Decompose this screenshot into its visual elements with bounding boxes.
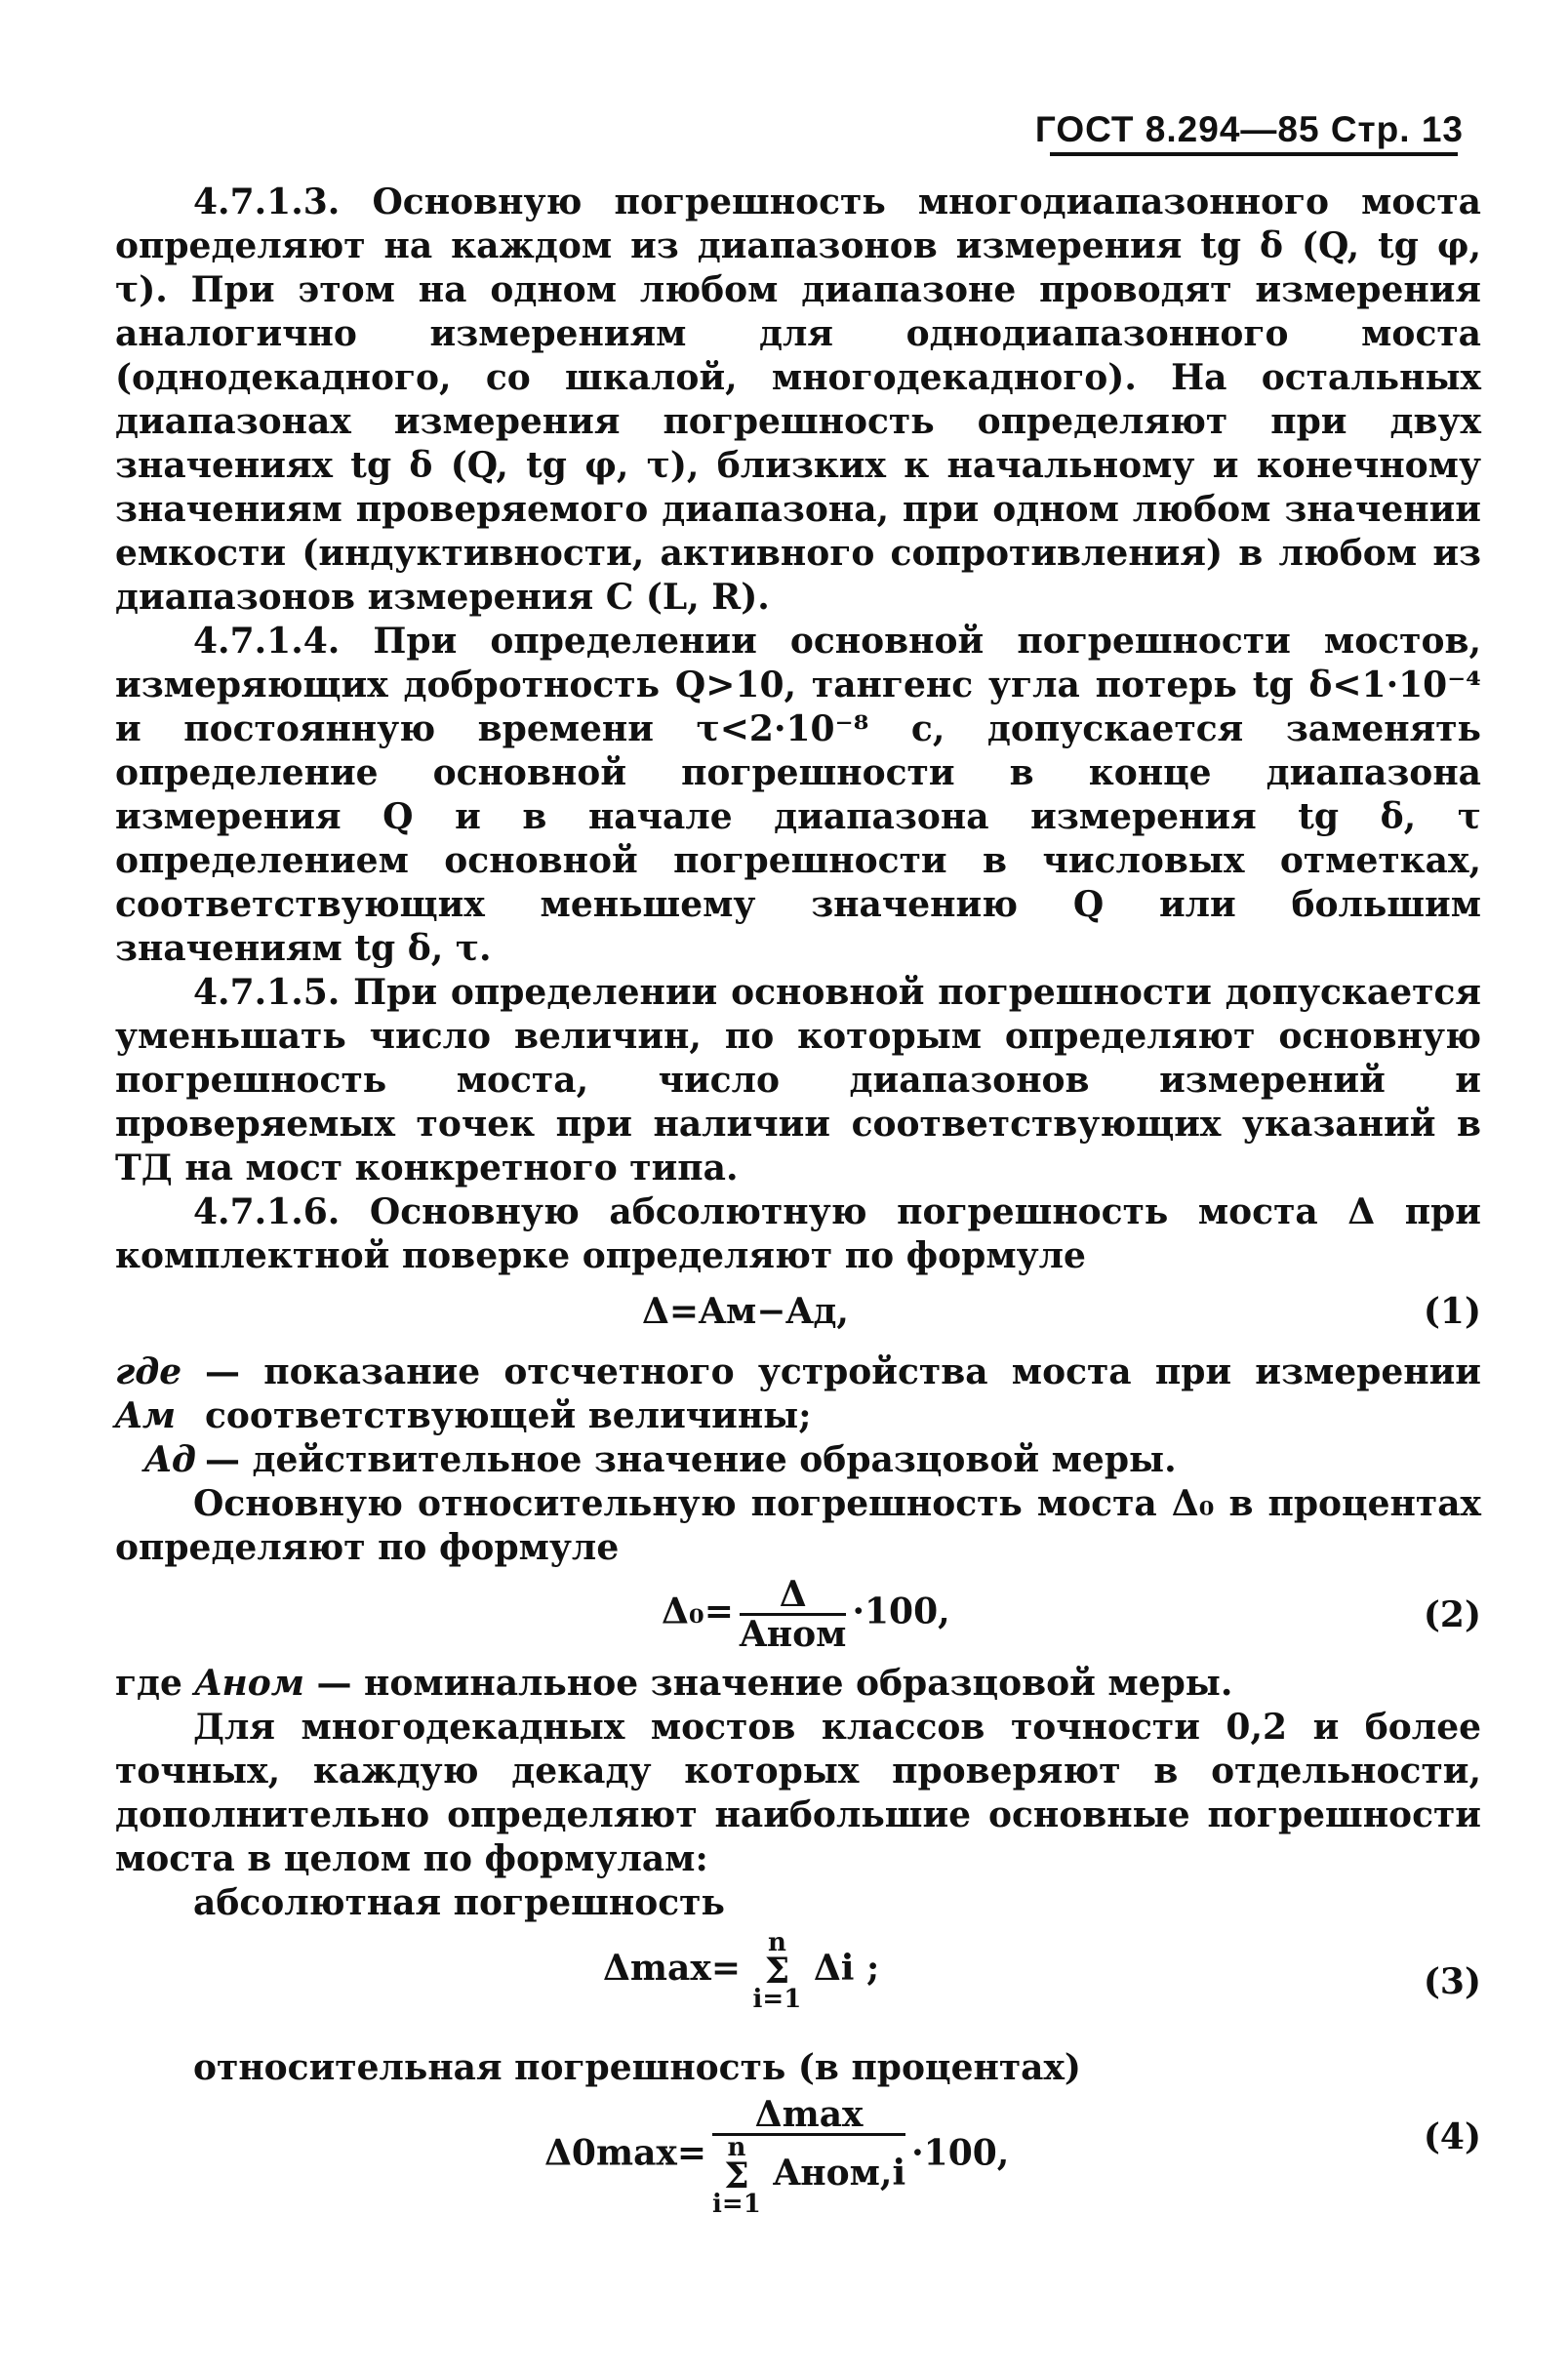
- formula-3-number: (3): [1423, 1961, 1481, 2002]
- header-rule: [1050, 152, 1458, 156]
- formula-4-number: (4): [1423, 2116, 1481, 2157]
- where-definition-am: — показание отсчетного устройства моста при измерении соответствующей величины;: [205, 1351, 1481, 1436]
- where-block-2: где Aном — номинальное значение образцовой меры.: [115, 1663, 1233, 1704]
- formula-1: [115, 1284, 1481, 1343]
- where-symbol-am: где Aм: [115, 1351, 182, 1436]
- formula-4-expression: Δ0max= Δmax n Σ i=1 Aном,i ·100,: [544, 2094, 1010, 2219]
- formula-3-expression: Δmax= n Σ i=1 Δi ;: [603, 1928, 880, 2014]
- where-definition-anom: — номинальное значение образцовой меры.: [316, 1663, 1233, 1704]
- formula-4-fraction: Δmax n Σ i=1 Aном,i: [712, 2094, 906, 2219]
- paragraph-relative-intro: Основную относительную погрешность моста Δ₀ в процентах определяют по формуле: [115, 1483, 1481, 1568]
- formula-4-sum: n Σ i=1: [712, 2133, 761, 2219]
- where-block-1: [115, 1350, 1481, 1482]
- formula-3-sum: n Σ i=1: [752, 1928, 802, 2014]
- paragraph-4-7-1-4: 4.7.1.4. При определении основной погрешности мостов, измеряющих добротность Q>10, тангенс угла потерь tg δ<1·10⁻⁴ и постоянную времени τ<2·10⁻⁸ с, допускается заменять определение основной погрешности в конце диапазона измерения Q и в начале диапазона измерения tg δ, τ определением основной погрешности в числовых отметках, соответствующих меньшему значению Q или большим значениям tg δ, τ.: [115, 621, 1481, 969]
- page-header: [1034, 109, 1464, 150]
- paragraph-4-7-1-3: 4.7.1.3. Основную погрешность многодиапазонного моста определяют на каждом из диапазонов измерения tg δ (Q, tg φ, τ). При этом на одном любом диапазоне проводят измерения аналогично измерениям для однодиапазонного моста (однодекадного, со шкалой, многодекадного). На остальных диапазонах измерения погрешность определяют при двух значениях tg δ (Q, tg φ, τ), близких к начальному и конечному значениям проверяемого диапазона, при одном любом значении емкости (индуктивности, активного сопротивления) в любом из диапазонов измерения C (L, R).: [115, 181, 1481, 618]
- formula-2: [115, 1576, 1481, 1654]
- formula-1-expression: Δ=Aм−Aд,: [642, 1291, 849, 1332]
- formula-2-fraction: $\frac{\Delta}{\text{Aном}}$: [739, 1574, 847, 1655]
- paragraph-multidecade: Для многодекадных мостов классов точности 0,2 и более точных, каждую декаду которых проверяют в отдельности, дополнительно определяют наибольшие основные погрешности моста в целом по формулам:: [115, 1707, 1481, 1879]
- formula-1-number: (1): [1423, 1291, 1481, 1332]
- where-symbol-anom: Aном: [194, 1663, 304, 1704]
- formula-4: [115, 2096, 1481, 2223]
- paragraph-4-7-1-6: 4.7.1.6. Основную абсолютную погрешность моста Δ при комплектной поверке определяют по формуле: [115, 1191, 1481, 1276]
- label-absolute-error: абсолютная погрешность: [193, 1882, 725, 1923]
- document-body: [115, 181, 1481, 2231]
- paragraph-4-7-1-5: 4.7.1.5. При определении основной погрешности допускается уменьшать число величин, по которым определяют основную погрешность моста, число диапазонов измерений и проверяемых точек при наличии соответствующих указаний в ТД на мост конкретного типа.: [115, 972, 1481, 1188]
- label-relative-error: относительная погрешность (в процентах): [193, 2047, 1081, 2088]
- where-definition-ad: — действительное значение образцовой меры.: [205, 1439, 1177, 1480]
- formula-2-number: (2): [1423, 1594, 1481, 1635]
- where-symbol-ad: Aд: [144, 1439, 196, 1480]
- formula-2-expression: Δ₀= $\frac{\Delta}{\text{Aном}}$ ·100,: [662, 1574, 950, 1655]
- formula-3: [115, 1928, 1481, 2038]
- document-reference: ГОСТ 8.294—85 Стр. 13: [1034, 109, 1464, 149]
